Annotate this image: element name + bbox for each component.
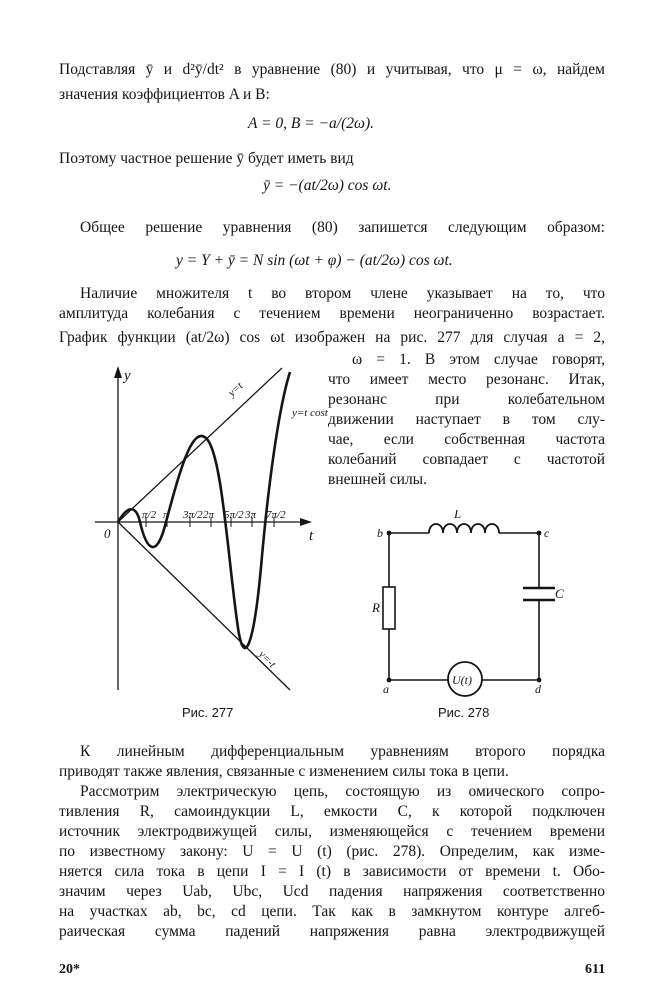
node-dot [387,531,392,536]
y-axis-arrow [114,366,122,378]
paragraph-6-line-2: тивления R, самоиндукции L, емкости C, к которой подключен [59,803,605,820]
tick-label: 7π/2 [266,509,286,521]
paragraph-1-line-1: Подставляя ȳ и d²ȳ/dt² в уравнение (80) и учитывая, что μ = ω, найдем [59,61,605,78]
line-y-equals-minus-t-label: y=-t [255,648,278,671]
formula-general-solution: y = Y + ȳ = N sin (ωt + φ) − (at/2ω) cos ωt. [176,252,453,269]
side-text-line-6: колебаний совпадает с частотой [328,451,605,468]
node-c-label: c [544,526,550,540]
t-axis-arrow [300,518,312,526]
line-y-equals-t-label: y=t [225,380,246,400]
paragraph-6-line-1: Рассмотрим электрическую цепь, состоящую из омического сопро- [80,783,605,800]
node-b-label: b [377,526,383,540]
resistor [383,587,395,629]
paragraph-6-line-8: раическая сумма падений напряжения равна электродвижущей [59,923,605,940]
tick-label: 3π [245,509,257,521]
tick-label: π [163,509,169,521]
node-dot [537,531,542,536]
tick-label: π/2 [142,509,157,521]
page-number: 611 [585,962,606,977]
side-text-line-3: резонанс при колебательном [328,391,605,408]
side-text-line-1: ω = 1. В этом случае говорят, [352,351,605,368]
formula-coefficients: A = 0, B = −a/(2ω). [248,115,374,132]
paragraph-5-line-1: К линейным дифференциальным уравнениям второго порядка [80,743,605,760]
resistor-label: R [372,600,380,615]
paragraph-2: Поэтому частное решение ȳ будет иметь вид [59,150,354,167]
line-y-equals-t [118,368,282,522]
paragraph-4-line-1: Наличие множителя t во втором члене указывает на то, что [80,285,605,302]
paragraph-6-line-3: источник электродвижущей силы, изменяющейся с течением времени [59,823,605,840]
inductor-label: L [454,510,462,521]
side-text-line-2: что имеет место резонанс. Итак, [328,371,605,388]
t-axis-label: t [309,528,314,544]
signature-mark: 20* [59,962,80,977]
tick-label: 5π/2 [224,509,244,521]
paragraph-6-line-4: по известному закону: U = U (t) (рис. 278). Определим, как изме- [59,843,605,860]
capacitor-label: C [555,586,564,601]
figure-277 [90,362,330,702]
side-text-line-4: движении наступает в том слу- [328,411,605,428]
tick-label: 3π/2 [183,509,203,521]
curve-label: y=t cost [292,407,328,419]
figure-278-caption: Рис. 278 [438,705,490,720]
paragraph-6-line-7: на участках ab, bc, cd цепи. Так как в замкнутом контуре алгеб- [59,903,605,920]
paragraph-4-line-3: График функции (at/2ω) cos ωt изображен на рис. 277 для случая a = 2, [59,329,605,346]
node-a-label: a [383,682,389,696]
paragraph-6-line-6: значим через Uab, Ubc, Ucd падения напряжения соответственно [59,883,605,900]
paragraph-1-line-2: значения коэффициентов A и B: [59,86,270,103]
figure-278 [365,510,575,700]
side-text-line-7: внешней силы. [328,471,427,488]
tick-label: 2π [203,509,215,521]
origin-label: 0 [104,526,111,541]
y-axis-label: y [124,368,131,384]
source-label: U(t) [452,673,472,687]
paragraph-6-line-5: няется сила тока в цепи I = I (t) в зависимости от времени t. Обо- [59,863,605,880]
paragraph-3: Общее решение уравнения (80) запишется следующим образом: [80,219,605,236]
paragraph-5-line-2: приводят также явления, связанные с изменением силы тока в цепи. [59,763,509,780]
paragraph-4-line-2: амплитуда колебания с течением времени неограниченно возрастает. [59,305,605,322]
inductor-coil [429,524,499,533]
figure-277-caption: Рис. 277 [182,705,234,720]
node-d-label: d [535,682,541,696]
formula-particular-solution: ȳ = −(at/2ω) cos ωt. [263,177,392,194]
side-text-line-5: чае, если собственная частота [328,431,605,448]
